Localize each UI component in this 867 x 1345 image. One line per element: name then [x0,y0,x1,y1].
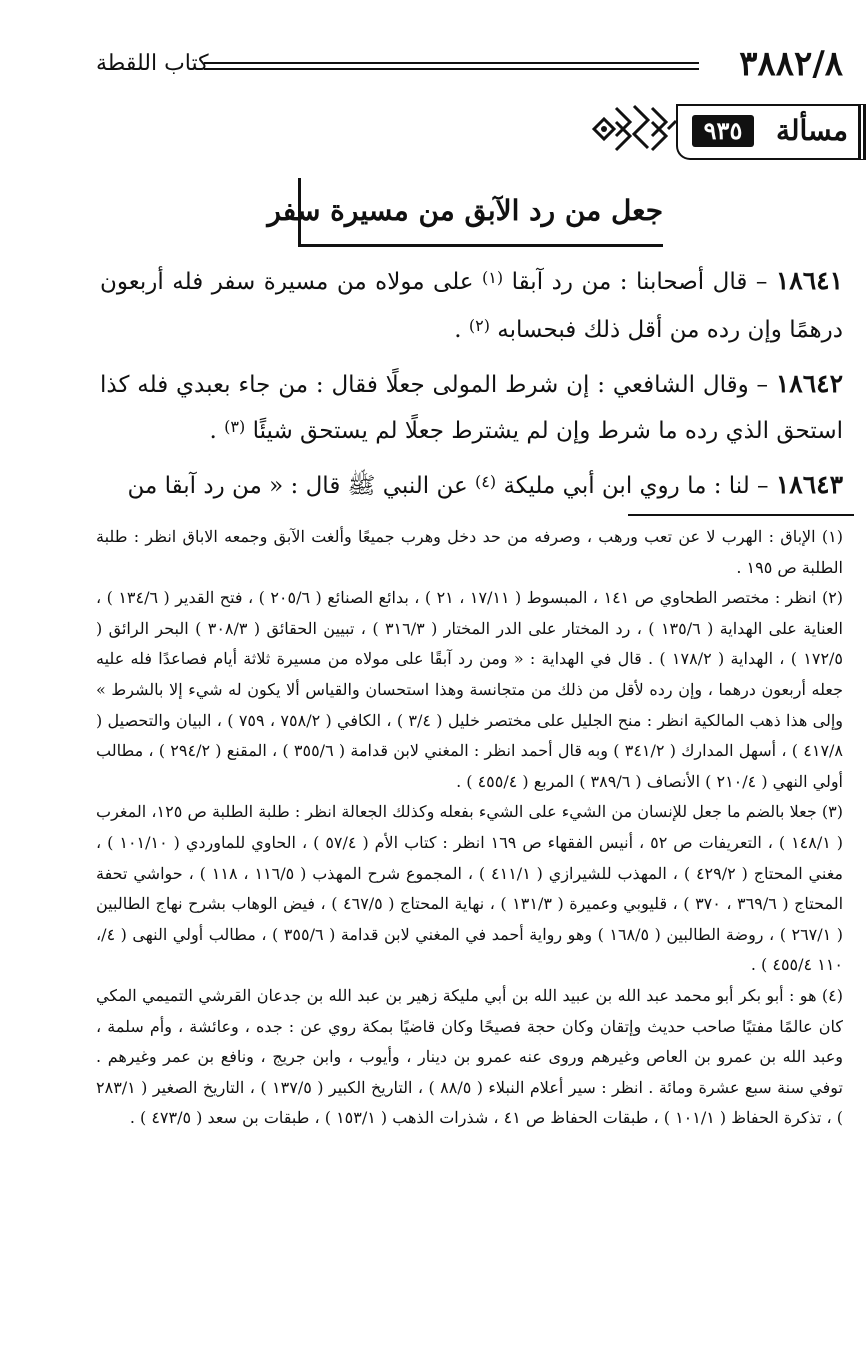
paragraph [100,462,843,511]
footnote-separator [628,514,854,516]
page-number: ٣٨٨٢/٨ [739,44,843,84]
book-title: كتاب اللقطة [96,51,209,76]
ornament-icon [590,98,680,160]
paragraph-text: لنا : ما روي ابن أبي مليكة [503,473,750,499]
footnote: (١) الإباق : الهرب لا عن تعب ورهب ، وصرفه من حد دخل وهرب جميعًا وألغت الآبق وجمعه الاباق انظر : طلبة الطلبة ص ١٩٥ . [96,527,843,577]
main-text [100,258,843,517]
issue-label: مسألة [775,114,848,147]
header-double-rule [204,62,699,70]
paragraph-text: على مولاه من مسيرة سفر فله أربعون درهمًا وإن رده من أقل ذلك فبحسابه [100,269,843,343]
paragraph-text: . [209,418,225,444]
section-title-frame [267,178,663,247]
footnote: (٤) هو : أبو بكر أبو محمد عبد الله بن عبيد الله بن أبي مليكة زهير بن عبد الله بن جدعان القرشي التميمي المكي كان عالمًا مفتيًا صاحب حديث وإتقان وكان حجة فصيحًا وكان قاضيًا بمكة روي عن : جده ، وعائشة ، وأم سلمة ، وعبد الله بن عمرو بن العاص وغيرهم وروى عنه عمرو بن دينار ، وأيوب ، وابن جريج ، ونافع بن عمر وغيرهم . توفي سنة سبع عشرة ومائة . انظر : سير أعلام النبلاء ( ٨٨/٥ ) ، التاريخ الكبير ( ١٣٧/٥ ) ، التاريخ الصغير ( ٢٨٣/١ ) ، تذكرة الحفاظ ( ١٠١/١ ) ، طبقات الحفاظ ص ٤١ ، شذرات الذهب ( ١٥٣/١ ) ، طبقات بن سعد ( ٤٧٣/٥ ) . [96,985,844,1128]
paragraph [100,258,843,355]
paragraph-number: ١٨٦٤١ [775,266,844,295]
footnotes [96,522,843,1134]
paragraph-text: عن النبي ﷺ قال : « من رد آبقا من [127,473,476,499]
footnote-mark: (١) [482,268,504,287]
issue-number-badge: ٩٣٥ [692,115,754,147]
footnote-mark: (٢) [468,316,490,335]
running-header [96,44,843,84]
paragraph-number: ١٨٦٤٣ [775,470,843,499]
paragraph-text: قال أصحابنا : من رد آبقا [511,269,748,295]
paragraph [100,361,843,456]
paragraph-number: ١٨٦٤٢ [775,369,844,398]
footnote-mark: (٣) [224,417,246,436]
issue-label-frame [676,104,866,160]
paragraph-text: وقال الشافعي : إن شرط المولى جعلًا فقال : من جاء بعبدي فله كذا استحق الذي رده ما شرط وإن لم يشترط جعلًا لم يستحق شيئًا [100,372,843,444]
paragraph-dash: – [747,269,776,295]
section-title: جعل من رد الآبق من مسيرة سفر [267,194,663,227]
footnote-mark: (٤) [475,472,497,491]
paragraph-dash: – [748,372,776,398]
footnote: (٣) جعلا بالضم ما جعل للإنسان من الشيء على الشيء بفعله وكذلك الجعالة انظر : طلبة الطلبة ص ١٢٥، المغرب ( ١٤٨/١ ) ، التعريفات ص ٥٢ ، أنيس الفقهاء ص ١٦٩ انظر : كتاب الأم ( ٥٧/٤ ) ، الحاوي للماوردي ( ١٠١/١٠ ) ، مغني المحتاج ( ٤٢٩/٢ ) ، المهذب للشيرازي ( ٤١١/١ ) ، المجموع شرح المهذب ( ١١٦/٥ ، ١١٨ ) ، حواشي تحفة المحتاج ( ٣٦٩/٦ ، ٣٧٠ ) ، قليوبي وعميرة ( ١٣١/٣ ) ، نهاية المحتاج ( ٤٦٧/٥ ) ، فيض الوهاب بشرح نهاج الطالبين ( ٢٦٧/١ ) ، روضة الطالبين ( ١٦٨/٥ ) وهو رواية أحمد في المغني لابن قدامة ( ٣٥٥/٦ ) ، مطالب أولي النهى ( ٤/، ١١٠ ٤٥٥/٤ ) . [96,802,844,975]
ornament-dot [601,126,607,132]
paragraph-dash: – [749,473,776,499]
paragraph-text: . [454,317,469,343]
footnote: (٢) انظر : مختصر الطحاوي ص ١٤١ ، المبسوط ( ١٧/١١ ، ٢١ ) ، بدائع الصنائع ( ٢٠٥/٦ ) ، فتح القدير ( ١٣٤/٦ ) ، العناية على الهداية ( ١٣٥/٦ ) ، رد المختار على الدر المختار ( ٣١٦/٣ ) ، تبيين الحقائق ( ٣٠٨/٣ ) البحر الرائق ( ١٧٢/٥ ) ، الهداية ( ١٧٨/٢ ) . قال في الهداية : « ومن رد آبقًا على مولاه من مسيرة ثلاثة أيام فصاعدًا فله عليه جعله أربعون درهما ، وإن رده لأقل من ذلك من متجانسة وهذا استحسان والقياس ألا يكون له شيء إلا بالشرط » وإلى هذا ذهب المالكية انظر : منح الجليل على مختصر خليل ( ٣/٤ ) ، الكافي ( ٧٥٨/٢ ، ٧٥٩ ) ، البيان والتحصيل ( ٤١٧/٨ ) ، أسهل المدارك ( ٣٤١/٢ ) وبه قال أحمد انظر : المغني لابن قدامة ( ٣٥٥/٦ ) ، المقنع ( ٢٩٤/٢ ) ، مطالب أولي النهي ( ٢١٠/٤ ) الأنصاف ( ٣٨٩/٦ ) المربع ( ٤٥٥/٤ ) . [96,588,844,791]
